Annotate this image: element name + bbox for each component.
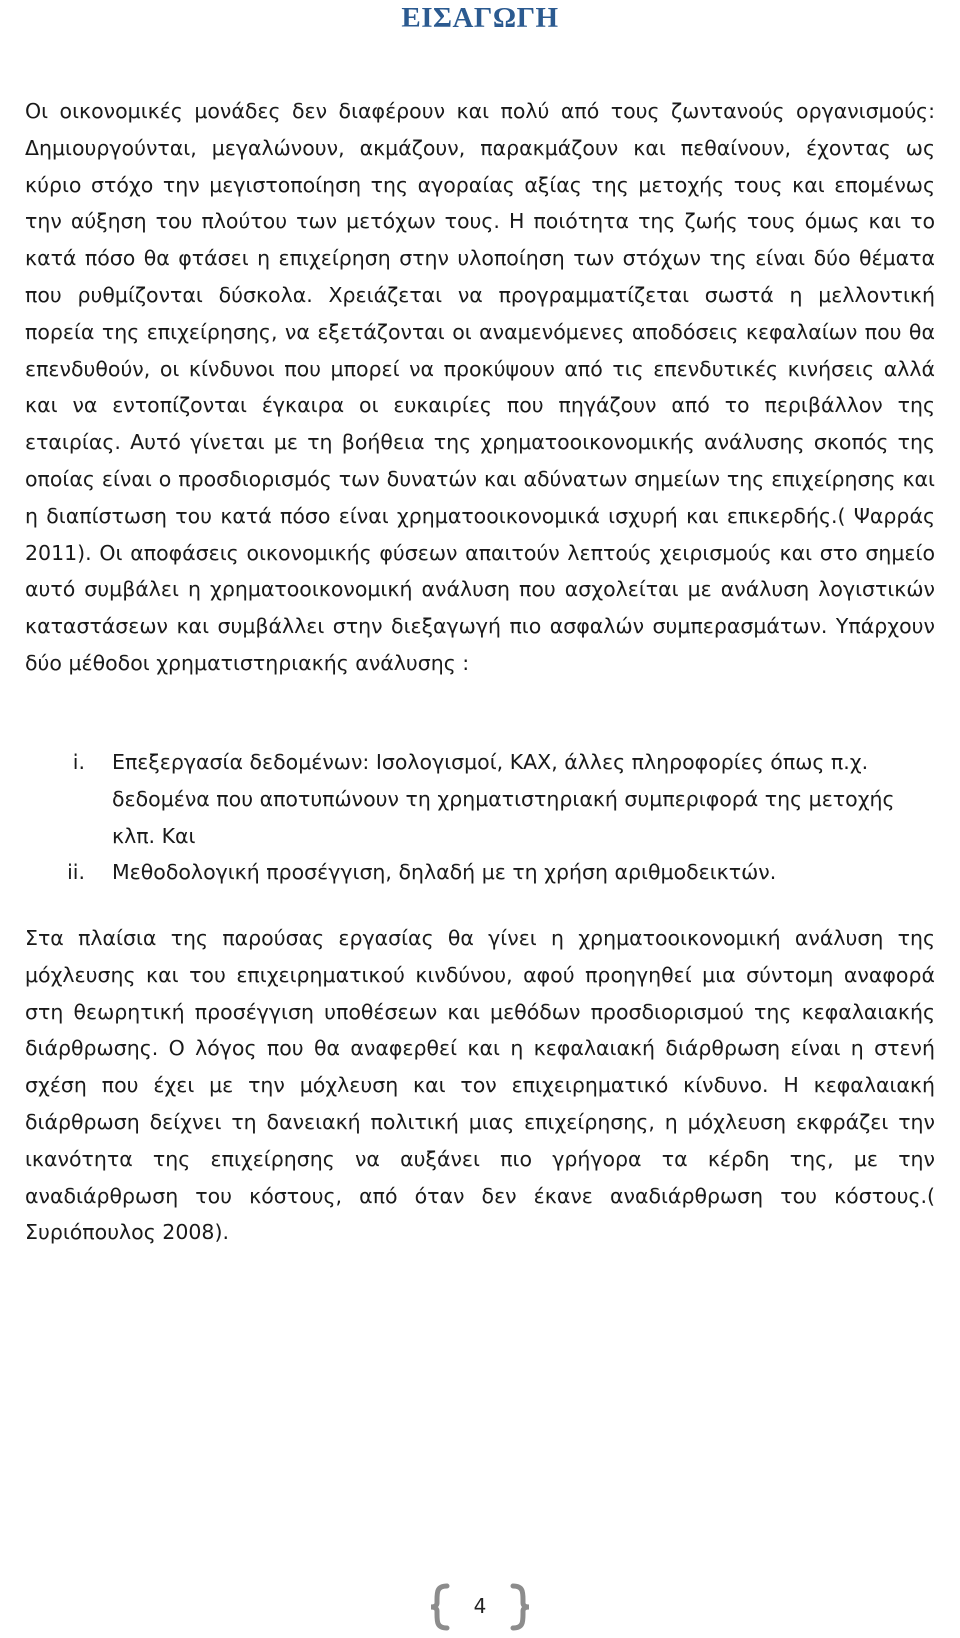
intro-paragraph-1: Οι οικονομικές μονάδες δεν διαφέρουν και πολύ από τους ζωντανούς οργανισμούς: Δημιουργούνται, μεγαλώνουν, ακμάζουν, παρακμάζουν και πεθαίνουν, έχοντας ως κύριο στόχο την μεγιστοποίηση της αγοραίας αξίας της μετοχής τους και επομένως την αύξηση του πλούτου των μετόχων τους. Η ποιότητα της ζωής τους όμως και το κατά πόσο θα φτάσει η επιχείρηση στην υλοποίηση των στόχων της είναι δύο θέματα που ρυθμίζονται δύσκολα. Χρειάζεται να προγραμματίζεται σωστά η μελλοντική πορεία της επιχείρησης, να εξετάζονται οι αναμενόμενες αποδόσεις κεφαλαίων που θα επενδυθούν, οι κίνδυνοι που μπορεί να προκύψουν από τις επενδυτικές κινήσεις αλλά και να εντοπίζονται έγκαιρα οι ευκαιρίες που πηγάζουν από το περιβάλλον της εταιρίας. Αυτό γίνεται με τη βοήθεια της χρηματοοικονομικής ανάλυσης σκοπός της οποίας είναι ο προσδιορισμός των δυνατών και αδύνατων σημείων της επιχείρησης και η διαπίστωση του κατά πόσο είναι χρηματοοικονομικά ισχυρή και επικερδής.( Ψαρράς 2011). Οι αποφάσεις οικονομικής φύσεων απαιτούν λεπτούς χειρισμούς και στο σημείο αυτό συμβάλει η χρηματοοικονομική ανάλυση που ασχολείται με ανάλυση λογιστικών καταστάσεων και συμβάλλει στην διεξαγωγή πιο ασφαλών συμπερασμάτων. Υπάρχουν δύο μέθοδοι χρηματιστηριακής ανάλυσης :	[25, 99, 935, 675]
intro-paragraph-2: Στα πλαίσια της παρούσας εργασίας θα γίνει η χρηματοοικονομική ανάλυση της μόχλευσης και του επιχειρηματικού κινδύνου, αφού προηγηθεί μια σύντομη αναφορά στη θεωρητική προσέγγιση υποθέσεων και μεθόδων προσδιορισμού της κεφαλαιακής διάρθρωσης. Ο λόγος που θα αναφερθεί και η κεφαλαιακή διάρθρωση είναι η στενή σχέση που έχει με την μόχλευση και τον επιχειρηματικό κίνδυνο. Η κεφαλαιακή διάρθρωση δείχνει τη δανειακή πολιτική μιας επιχείρησης, η μόχλευση εκφράζει την ικανότητα της επιχείρησης να αυξάνει πιο γρήγορα τα κέρδη της, με την αναδιάρθρωση του κόστους, από όταν δεν έκανε αναδιάρθρωση του κόστους.( Συριόπουλος 2008).	[25, 926, 935, 1245]
list-marker: ii.	[67, 860, 85, 885]
page-number: 4	[473, 1594, 487, 1618]
list-item-text: Επεξεργασία δεδομένων: Ισολογισμοί, ΚΑΧ, άλλες πληροφορίες όπως π.χ. δεδομένα που αποτυπώνουν τη χρηματιστηριακή συμπεριφορά της μετοχής κλπ. Και	[112, 750, 895, 848]
page-title: ΕΙΣΑΓΩΓΗ	[401, 2, 559, 34]
list-item	[25, 854, 935, 891]
page-footer	[0, 1582, 960, 1632]
list-marker: i.	[72, 750, 85, 774]
list-item	[25, 744, 935, 854]
methods-list	[25, 744, 935, 891]
list-item-text: Μεθοδολογική προσέγγιση, δηλαδή με τη χρήση αριθμοδεικτών.	[112, 860, 777, 885]
